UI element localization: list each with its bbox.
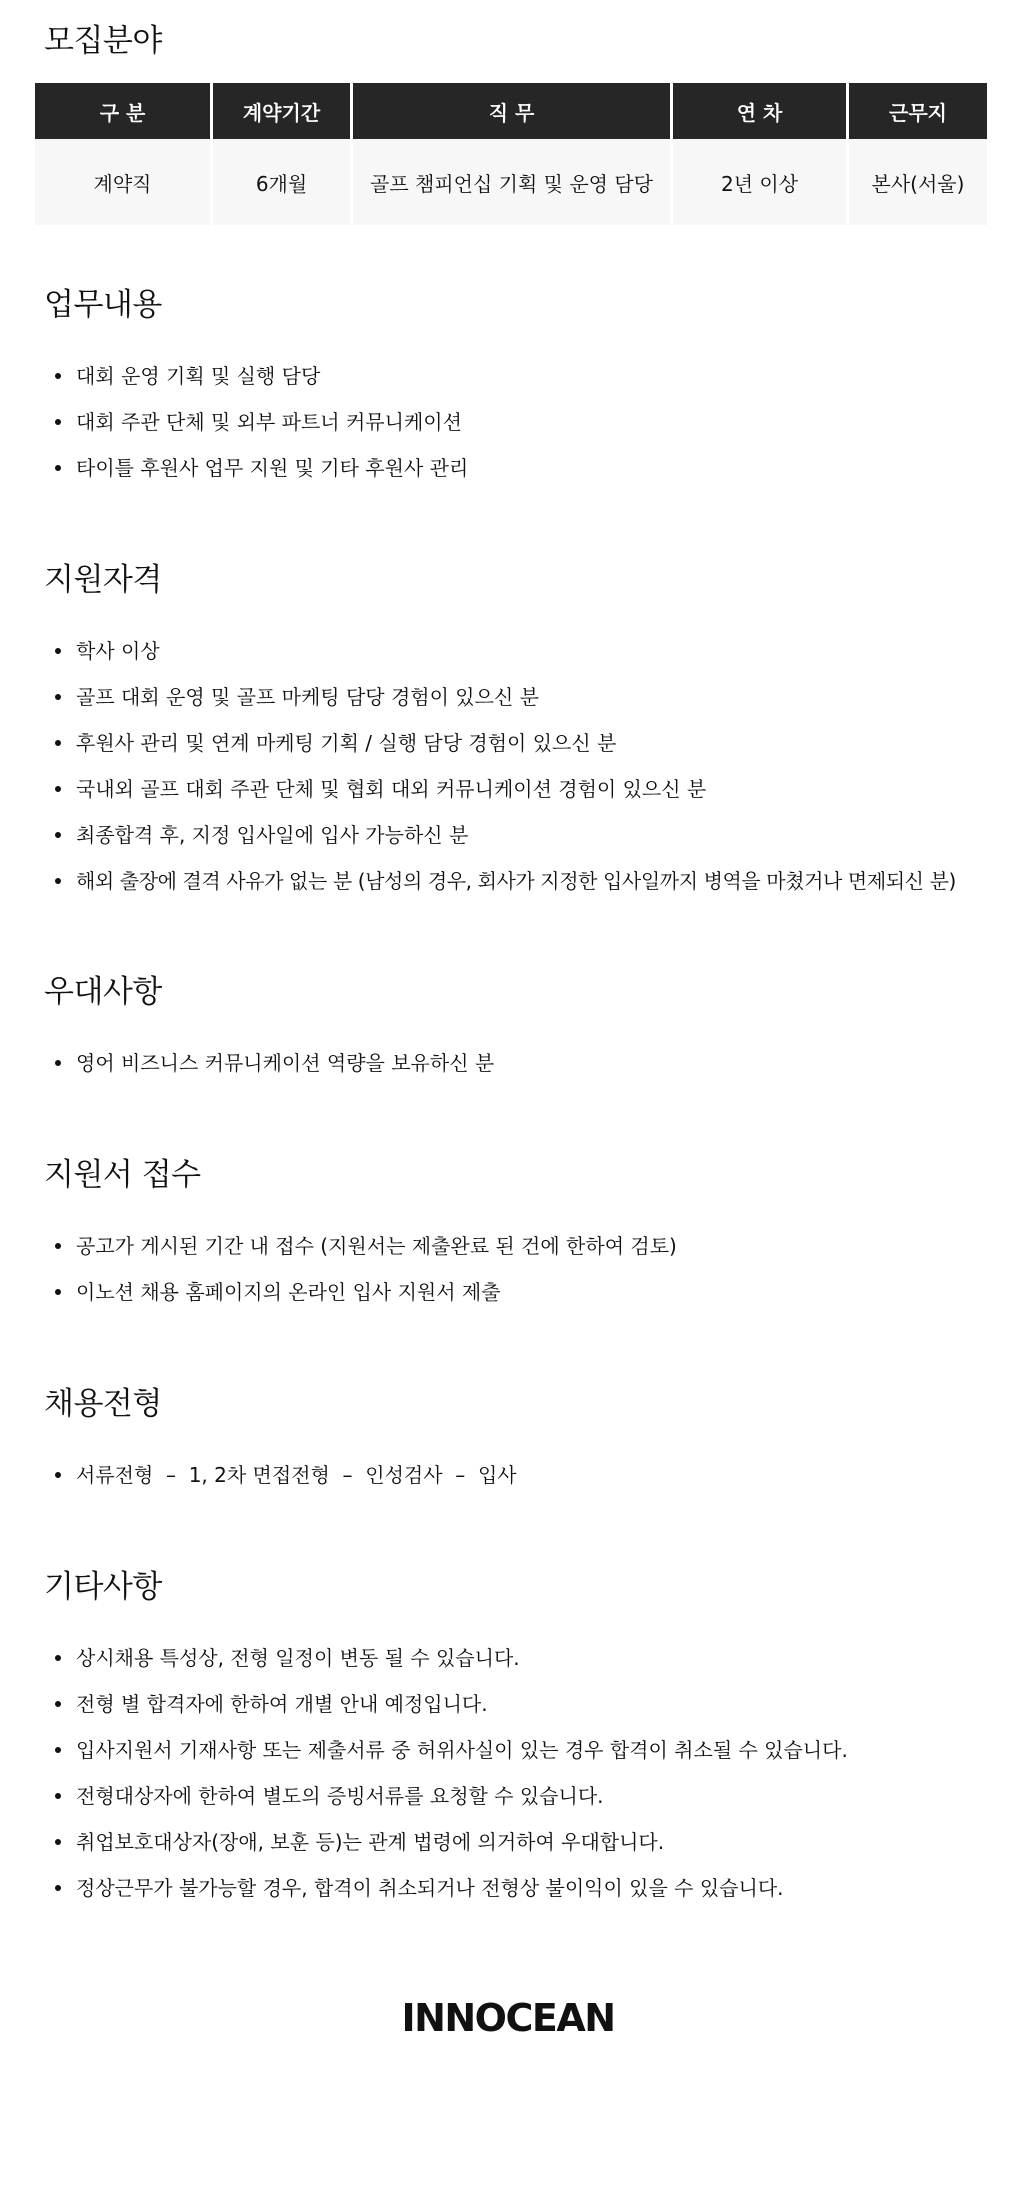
section-title-recruitment: 모집분야 — [44, 23, 162, 59]
innocean-logo: INNOCEAN — [401, 1996, 615, 2040]
bullet-icon — [55, 1289, 61, 1295]
list-item: 상시채용 특성상, 전형 일정이 변동 될 수 있습니다. — [55, 1635, 975, 1681]
qualifications-list — [55, 628, 975, 904]
table-row — [35, 139, 987, 225]
cell-category: 계약직 — [35, 139, 213, 225]
section-title-qualifications: 지원자격 — [44, 562, 162, 598]
bullet-icon — [55, 1747, 61, 1753]
bullet-icon — [55, 373, 61, 379]
bullet-icon — [55, 419, 61, 425]
bullet-icon — [55, 1655, 61, 1661]
list-item: 골프 대회 운영 및 골프 마케팅 담당 경험이 있으신 분 — [55, 674, 975, 720]
list-item: 대회 운영 기획 및 실행 담당 — [55, 353, 975, 399]
header-experience: 연 차 — [673, 83, 849, 139]
list-item: 타이틀 후원사 업무 지원 및 기타 후원사 관리 — [55, 445, 975, 491]
section-title-preferences: 우대사항 — [44, 974, 162, 1010]
bullet-icon — [55, 740, 61, 746]
section-title-duties: 업무내용 — [44, 287, 162, 323]
list-item: 정상근무가 불가능할 경우, 합격이 취소되거나 전형상 불이익이 있을 수 있습니다. — [55, 1865, 975, 1911]
cell-location: 본사(서울) — [849, 139, 987, 225]
bullet-icon — [55, 878, 61, 884]
recruitment-table — [35, 83, 987, 225]
header-job: 직 무 — [353, 83, 673, 139]
header-contract-period: 계약기간 — [213, 83, 353, 139]
section-title-etc: 기타사항 — [44, 1569, 162, 1605]
list-item: 취업보호대상자(장애, 보훈 등)는 관계 법령에 의거하여 우대합니다. — [55, 1819, 975, 1865]
etc-list — [55, 1635, 975, 1911]
list-item: 학사 이상 — [55, 628, 975, 674]
table-header-row — [35, 83, 987, 139]
list-item: 입사지원서 기재사항 또는 제출서류 중 허위사실이 있는 경우 합격이 취소될 수 있습니다. — [55, 1727, 975, 1773]
list-item: 이노션 채용 홈페이지의 온라인 입사 지원서 제출 — [55, 1269, 975, 1315]
bullet-icon — [55, 1793, 61, 1799]
process-list — [55, 1452, 975, 1498]
duties-list — [55, 353, 975, 491]
list-item: 공고가 게시된 기간 내 접수 (지원서는 제출완료 된 건에 한하여 검토) — [55, 1223, 975, 1269]
list-item: 대회 주관 단체 및 외부 파트너 커뮤니케이션 — [55, 399, 975, 445]
header-category: 구 분 — [35, 83, 213, 139]
bullet-icon — [55, 1885, 61, 1891]
cell-contract-period: 6개월 — [213, 139, 353, 225]
bullet-icon — [55, 1839, 61, 1845]
cell-job: 골프 챔피언십 기획 및 운영 담당 — [353, 139, 673, 225]
bullet-icon — [55, 694, 61, 700]
list-item: 서류전형 – 1, 2차 면접전형 – 인성검사 – 입사 — [55, 1452, 975, 1498]
preferences-list — [55, 1040, 975, 1086]
bullet-icon — [55, 648, 61, 654]
list-item: 국내외 골프 대회 주관 단체 및 협회 대외 커뮤니케이션 경험이 있으신 분 — [55, 766, 975, 812]
application-list — [55, 1223, 975, 1315]
list-item: 최종합격 후, 지정 입사일에 입사 가능하신 분 — [55, 812, 975, 858]
bullet-icon — [55, 832, 61, 838]
section-title-process: 채용전형 — [44, 1386, 162, 1422]
bullet-icon — [55, 1701, 61, 1707]
bullet-icon — [55, 1060, 61, 1066]
bullet-icon — [55, 786, 61, 792]
list-item: 영어 비즈니스 커뮤니케이션 역량을 보유하신 분 — [55, 1040, 975, 1086]
list-item: 전형 별 합격자에 한하여 개별 안내 예정입니다. — [55, 1681, 975, 1727]
list-item: 후원사 관리 및 연계 마케팅 기획 / 실행 담당 경험이 있으신 분 — [55, 720, 975, 766]
section-title-application: 지원서 접수 — [44, 1157, 201, 1193]
cell-experience: 2년 이상 — [673, 139, 849, 225]
list-item: 해외 출장에 결격 사유가 없는 분 (남성의 경우, 회사가 지정한 입사일까지 병역을 마쳤거나 면제되신 분) — [55, 858, 975, 904]
bullet-icon — [55, 1472, 61, 1478]
list-item: 전형대상자에 한하여 별도의 증빙서류를 요청할 수 있습니다. — [55, 1773, 975, 1819]
header-location: 근무지 — [849, 83, 987, 139]
bullet-icon — [55, 1243, 61, 1249]
bullet-icon — [55, 465, 61, 471]
